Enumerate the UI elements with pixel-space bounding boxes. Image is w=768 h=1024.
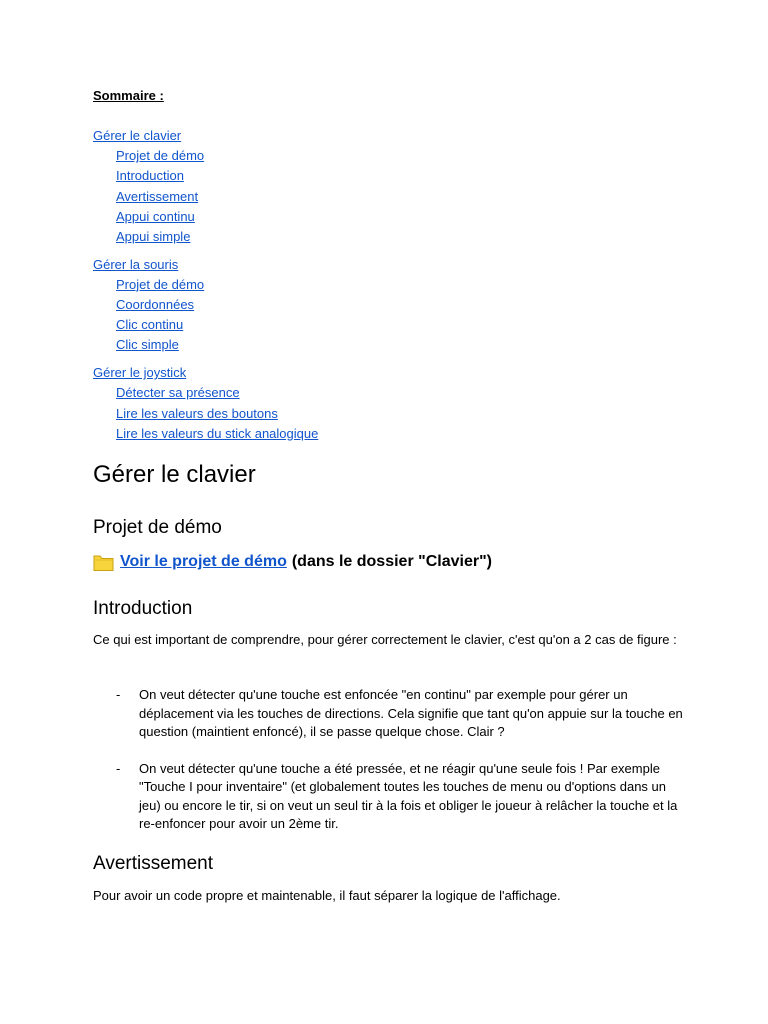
toc-link-souris-coordonnees[interactable]: Coordonnées bbox=[116, 297, 195, 313]
toc-link-clavier[interactable]: Gérer le clavier bbox=[93, 128, 182, 143]
intro-paragraph: Ce qui est important de comprendre, pour gérer correctement le clavier, c'est qu'on a 2 cas de figure : bbox=[93, 632, 677, 647]
toc-link-souris[interactable]: Gérer la souris bbox=[93, 256, 179, 272]
toc-title: Sommaire : bbox=[93, 88, 164, 103]
toc-spacer bbox=[93, 356, 693, 364]
subsection-heading-projet-demo: Projet de démo bbox=[93, 517, 222, 538]
toc-spacer bbox=[93, 247, 693, 255]
bullet-dash: - bbox=[116, 687, 121, 702]
warning-paragraph: Pour avoir un code propre et maintenable, il faut séparer la logique de l'affichage. bbox=[93, 888, 561, 903]
toc-link-joystick-boutons[interactable]: Lire les valeurs des boutons bbox=[116, 405, 278, 421]
subsection-heading-introduction: Introduction bbox=[93, 598, 193, 619]
bullet-text-simple: On veut détecter qu'une touche a été pressée, et ne réagir qu'une seule fois ! Par exemple "Touche I pour inventaire" (et globalement toutes les touches de menu ou d'options dans un jeu) ou encore le tir, si on veut un seul tir à la fois et obliger le joueur à relâcher la touche et la re-enfoncer pour avoir un 2ème tir. bbox=[139, 760, 678, 831]
toc-link-souris-projet-demo[interactable]: Projet de démo bbox=[116, 276, 205, 292]
toc-link-clavier-appui-simple[interactable]: Appui simple bbox=[116, 228, 191, 244]
toc-link-souris-clic-simple[interactable]: Clic simple bbox=[116, 337, 179, 353]
toc-link-clavier-appui-continu[interactable]: Appui continu bbox=[116, 208, 195, 224]
demo-project-line bbox=[93, 551, 492, 573]
bullet-text-continu: On veut détecter qu'une touche est enfoncée "en continu" par exemple pour gérer un déplacement via les touches de directions. Cela signifie que tant qu'on appuie sur la touche en question (maintient enfoncé), il se passe quelque chose. Clair ? bbox=[139, 687, 683, 739]
toc-link-souris-clic-continu[interactable]: Clic continu bbox=[116, 317, 184, 333]
bullet-dash: - bbox=[116, 760, 121, 776]
list-item bbox=[93, 686, 683, 742]
toc-link-clavier-avertissement[interactable]: Avertissement bbox=[116, 188, 199, 204]
toc-link-joystick-presence[interactable]: Détecter sa présence bbox=[116, 385, 240, 401]
demo-folder-note: (dans le dossier "Clavier") bbox=[291, 553, 492, 570]
toc-link-clavier-introduction[interactable]: Introduction bbox=[116, 168, 184, 184]
toc-link-joystick[interactable]: Gérer le joystick bbox=[93, 365, 187, 381]
list-item bbox=[93, 760, 683, 834]
folder-icon bbox=[93, 551, 114, 573]
toc-link-joystick-stick[interactable]: Lire les valeurs du stick analogique bbox=[116, 425, 319, 441]
toc-link-clavier-projet-demo[interactable]: Projet de démo bbox=[116, 148, 205, 164]
subsection-heading-avertissement: Avertissement bbox=[93, 853, 214, 874]
table-of-contents bbox=[93, 126, 693, 444]
demo-project-link[interactable]: Voir le projet de démo bbox=[120, 553, 287, 570]
section-heading-clavier: Gérer le clavier bbox=[93, 461, 256, 488]
intro-bullet-list bbox=[93, 686, 683, 852]
